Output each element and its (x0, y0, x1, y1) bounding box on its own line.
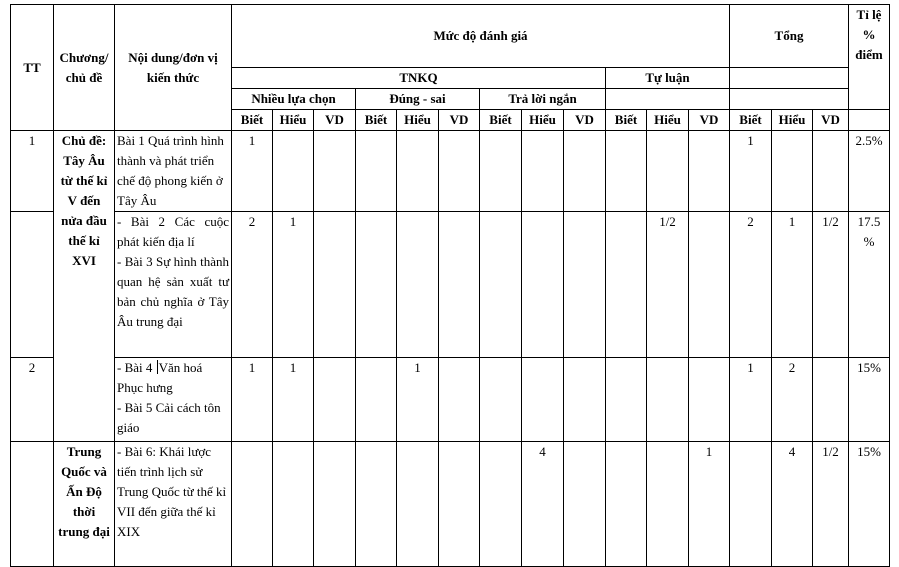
row-content: - Bài 6: Khái lược tiến trình lịch sử Trung Quốc từ thế kỉ VII đến giữa thế kỉ XIX (115, 442, 232, 567)
cell (564, 131, 606, 212)
cell: 2 (772, 358, 813, 442)
row-content (115, 358, 232, 442)
table-row (11, 212, 890, 358)
level-header: Biết (232, 110, 273, 131)
cell (439, 212, 480, 358)
cell (606, 358, 647, 442)
level-header: Biết (606, 110, 647, 131)
cell (356, 358, 397, 442)
content-line-part: - Bài 4 (117, 360, 156, 375)
row-ratio: 15% (849, 442, 890, 567)
cell (647, 131, 689, 212)
header-chapter: Chương/ chủ đề (54, 5, 115, 131)
cell: 1 (730, 358, 772, 442)
cell: 2 (232, 212, 273, 358)
header-multiple-choice: Nhiều lựa chọn (232, 89, 356, 110)
cell (480, 212, 522, 358)
cell: 1 (772, 212, 813, 358)
cell: 1 (689, 442, 730, 567)
cell (480, 131, 522, 212)
row-topic: Trung Quốc và Ấn Độ thời trung đại (54, 442, 115, 567)
level-header: VD (564, 110, 606, 131)
cell (397, 212, 439, 358)
cell: 1 (232, 131, 273, 212)
cell (772, 131, 813, 212)
cell: 4 (522, 442, 564, 567)
row-ratio: 15% (849, 358, 890, 442)
header-total-spacer-2 (730, 89, 849, 110)
cell: 1/2 (813, 442, 849, 567)
level-header: Hiểu (273, 110, 314, 131)
cell (397, 442, 439, 567)
header-assessment-level: Mức độ đánh giá (232, 5, 730, 68)
cell: 1 (273, 358, 314, 442)
cell: 1 (232, 358, 273, 442)
content-line (117, 358, 229, 398)
table-row (11, 131, 890, 212)
row-tt: 1 (11, 131, 54, 212)
cell: 1/2 (647, 212, 689, 358)
ratio-spacer (849, 110, 890, 131)
cell (813, 358, 849, 442)
content-line-part: Văn hoá Phục hưng (117, 360, 203, 395)
cell (314, 212, 356, 358)
header-content: Nội dung/đơn vị kiến thức (115, 5, 232, 131)
content-line: - Bài 2 Các cuộc phát kiến địa lí (117, 214, 229, 249)
cell (730, 442, 772, 567)
level-header: VD (689, 110, 730, 131)
level-header: Hiểu (647, 110, 689, 131)
content-line: - Bài 5 Cải cách tôn giáo (117, 400, 221, 435)
cell (397, 131, 439, 212)
cell (232, 442, 273, 567)
cell (439, 131, 480, 212)
row-tt (11, 442, 54, 567)
assessment-matrix-container (10, 4, 890, 567)
level-header: Biết (356, 110, 397, 131)
level-header: VD (439, 110, 480, 131)
row-tt: 2 (11, 358, 54, 442)
row-content: Bài 1 Quá trình hình thành và phát triển chế độ phong kiến ở Tây Âu (115, 131, 232, 212)
cell (647, 442, 689, 567)
row-tt (11, 212, 54, 358)
header-total: Tổng (730, 5, 849, 68)
cell (689, 131, 730, 212)
level-header: Hiểu (772, 110, 813, 131)
cell (273, 131, 314, 212)
cell (647, 358, 689, 442)
header-tt: TT (11, 5, 54, 131)
cell: 1/2 (813, 212, 849, 358)
assessment-matrix-table (10, 4, 890, 567)
cell (439, 358, 480, 442)
cell: 1 (397, 358, 439, 442)
cell (606, 131, 647, 212)
row-content (115, 212, 232, 358)
table-row (11, 442, 890, 567)
cell (273, 442, 314, 567)
cell (689, 212, 730, 358)
row-topic: Chủ đề: Tây Âu từ thế kỉ V đến nửa đầu thế kỉ XVI (54, 131, 115, 442)
level-header: Hiểu (397, 110, 439, 131)
cell (439, 442, 480, 567)
cell (314, 442, 356, 567)
content-line: - Bài 3 Sự hình thành quan hệ sản xuất tư bản chủ nghĩa ở Tây Âu trung đại (117, 254, 229, 329)
header-essay: Tự luận (606, 68, 730, 89)
header-essay-spacer (606, 89, 730, 110)
level-header: Biết (480, 110, 522, 131)
row-ratio: 2.5% (849, 131, 890, 212)
cell: 1 (273, 212, 314, 358)
cell (356, 131, 397, 212)
cell (356, 442, 397, 567)
row-ratio: 17.5 % (849, 212, 890, 358)
cell (314, 358, 356, 442)
cell (606, 442, 647, 567)
cell (564, 442, 606, 567)
table-row (11, 358, 890, 442)
cell: 1 (730, 131, 772, 212)
cell (813, 131, 849, 212)
cell (522, 212, 564, 358)
header-total-spacer (730, 68, 849, 89)
text-cursor-icon (157, 360, 158, 374)
header-short-answer: Trả lời ngắn (480, 89, 606, 110)
level-header: VD (813, 110, 849, 131)
cell (522, 131, 564, 212)
level-header: Biết (730, 110, 772, 131)
cell (314, 131, 356, 212)
header-tnkq: TNKQ (232, 68, 606, 89)
cell (564, 358, 606, 442)
cell (480, 442, 522, 567)
level-header: Hiểu (522, 110, 564, 131)
cell (564, 212, 606, 358)
header-true-false: Đúng - sai (356, 89, 480, 110)
level-header: VD (314, 110, 356, 131)
cell (689, 358, 730, 442)
cell (522, 358, 564, 442)
cell (606, 212, 647, 358)
cell: 4 (772, 442, 813, 567)
cell: 2 (730, 212, 772, 358)
cell (356, 212, 397, 358)
cell (480, 358, 522, 442)
header-ratio: Tỉ lệ % điểm (849, 5, 890, 110)
